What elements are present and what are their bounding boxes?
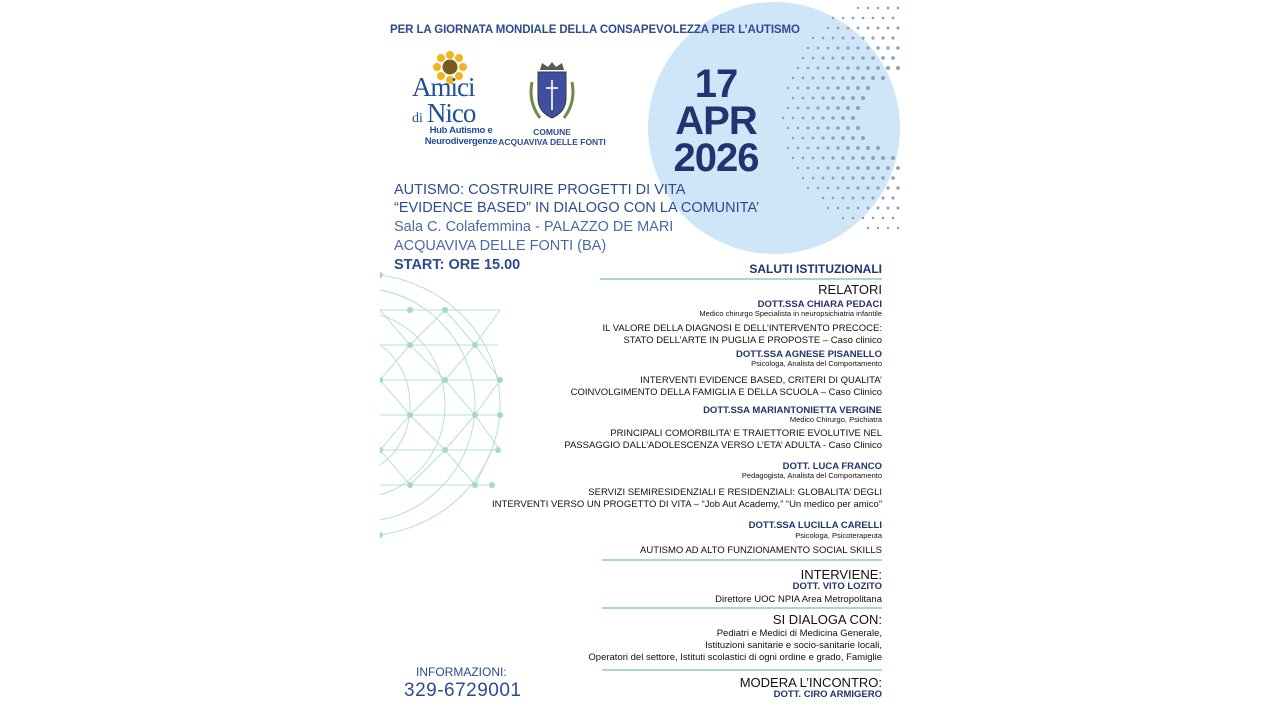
event-occasion: PER LA GIORNATA MONDIALE DELLA CONSAPEVOLEZZA PER L’AUTISMO — [390, 24, 800, 36]
moderator-name: DOTT. CIRO ARMIGERO — [773, 689, 882, 700]
talk-title — [640, 545, 882, 557]
dialoga-line: Pediatri e Medici di Medicina Generale, — [716, 628, 882, 639]
logo-subtitle-line1: Hub Autismo e — [429, 125, 493, 136]
speaker-role: Pedagogista, Analista del Comportamento — [741, 471, 882, 480]
talk-line: SERVIZI SEMIRESIDENZIALI E RESIDENZIALI: GLOBALITA’ DEGLI — [588, 487, 882, 498]
date-day: 17 — [694, 62, 738, 106]
comune-line1: COMUNE — [533, 127, 571, 137]
speaker-name: DOTT.SSA MARIANTONIETTA VERGINE — [703, 405, 882, 416]
divider — [602, 559, 882, 561]
event-title-line2: “EVIDENCE BASED” IN DIALOGO CON LA COMUNITA’ — [394, 200, 760, 216]
interviene-role: Direttore UOC NPIA Area Metropolitana — [715, 594, 882, 605]
si-dialoga-heading: SI DIALOGA CON: — [772, 612, 882, 627]
event-title-line1: AUTISMO: COSTRUIRE PROGETTI DI VITA — [394, 182, 686, 198]
divider — [602, 669, 882, 671]
date-month: APR — [675, 99, 757, 143]
comune-line2: ACQUAVIVA DELLE FONTI — [498, 137, 606, 147]
speaker-name: DOTT.SSA LUCILLA CARELLI — [748, 520, 882, 531]
event-venue: Sala C. Colafemmina - PALAZZO DE MARI — [394, 219, 674, 235]
talk-line: PRINCIPALI COMORBILITA’ E TRAIETTORIE EVOLUTIVE NEL — [610, 428, 882, 439]
divider — [600, 278, 882, 280]
speaker-role: Psicologa, Psicoterapeuta — [795, 531, 882, 540]
si-dialoga-list — [588, 628, 882, 664]
talk-line: STATO DELL’ARTE IN PUGLIA E PROPOSTE – Caso clinico — [623, 335, 882, 346]
speaker-role: Medico Chirurgo, Psichiatra — [789, 415, 882, 424]
talk-title — [564, 428, 882, 452]
modera-heading: MODERA L’INCONTRO: — [739, 675, 882, 690]
dialoga-line: Operatori del settore, Istituti scolastici di ogni ordine e grado, Famiglie — [588, 652, 882, 663]
divider — [602, 607, 882, 609]
talk-line: INTERVENTI EVIDENCE BASED, CRITERI DI QUALITA’ — [640, 375, 882, 386]
comune-name — [492, 127, 612, 147]
event-date — [656, 62, 776, 180]
speaker-name: DOTT. LUCA FRANCO — [782, 461, 882, 472]
network-globe-decoration — [380, 270, 505, 540]
talk-line: PASSAGGIO DALL’ADOLESCENZA VERSO L’ETA’ ADULTA - Caso Clinico — [564, 440, 882, 451]
logo-word-nico: Nico — [426, 98, 476, 128]
talk-line: INTERVENTI VERSO UN PROGETTO DI VITA – “Job Aut Academy,” “Un medico per amico” — [492, 499, 882, 510]
interviene-name: DOTT. VITO LOZITO — [792, 581, 882, 592]
talk-title — [571, 375, 882, 399]
talk-title — [603, 323, 882, 347]
date-year: 2026 — [673, 136, 759, 180]
speaker-role: Medico chirurgo Specialista in neuropsichiatria infantile — [699, 309, 882, 318]
municipal-crest-icon — [526, 60, 578, 126]
interviene-heading: INTERVIENE: — [800, 567, 882, 582]
logo-word-amici: Amici — [412, 72, 475, 102]
speaker-name: DOTT.SSA CHIARA PEDACI — [757, 299, 882, 310]
logo-subtitle-line2: Neurodivergenze — [424, 135, 498, 147]
dialoga-line: Istituzioni sanitarie e socio-sanitarie locali, — [705, 640, 882, 651]
event-city: ACQUAVIVA DELLE FONTI (BA) — [394, 238, 607, 254]
poster — [380, 0, 900, 720]
saluti-istituzionali: SALUTI ISTITUZIONALI — [749, 262, 882, 276]
event-start-time: START: ORE 15.00 — [394, 257, 521, 273]
relatori-heading: RELATORI — [818, 282, 882, 297]
logo-word-di: di — [412, 111, 423, 126]
talk-line: COINVOLGIMENTO DELLA FAMIGLIA E DELLA SCUOLA – Caso Clinico — [570, 387, 882, 398]
speaker-role: Psicologa, Analista del Comportamento — [751, 359, 882, 368]
speaker-name: DOTT.SSA AGNESE PISANELLO — [735, 349, 882, 360]
info-label: INFORMAZIONI: — [416, 665, 507, 679]
talk-line: IL VALORE DELLA DIAGNOSI E DELL’INTERVENTO PRECOCE: — [602, 323, 882, 334]
talk-line: AUTISMO AD ALTO FUNZIONAMENTO SOCIAL SKILLS — [640, 545, 882, 556]
info-phone: 329-6729001 — [404, 680, 522, 701]
talk-title — [492, 487, 882, 511]
